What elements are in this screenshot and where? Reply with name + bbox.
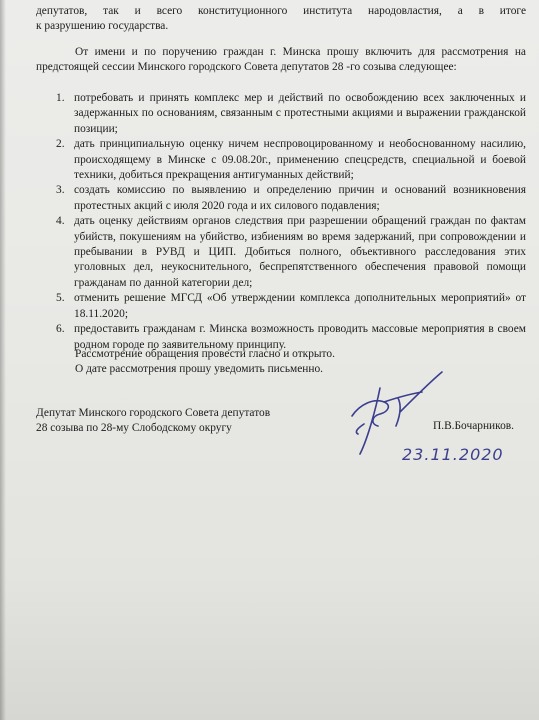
request-items bbox=[36, 91, 526, 353]
request-paragraph bbox=[36, 45, 526, 76]
item-number: 5. bbox=[56, 292, 65, 305]
item-number: 4. bbox=[56, 215, 65, 228]
item-number: 1. bbox=[56, 92, 65, 104]
list-item bbox=[36, 183, 526, 214]
list-item bbox=[36, 137, 526, 183]
list-item bbox=[36, 291, 526, 322]
intro-line-2: к разрушению государства. bbox=[36, 20, 169, 33]
intro-line-1: депутатов, так и всего конституционного института народовластия, а в итоге bbox=[36, 5, 526, 17]
item-number: 3. bbox=[56, 184, 65, 197]
item-text: отменить решение МГСД «Об утверждении комплекса дополнительных мероприятий» от 18.11.2020; bbox=[74, 292, 526, 320]
item-text: предоставить гражданам г. Минска возможность проводить массовые мероприятия в своем родном городе по заявительному принципу. bbox=[74, 323, 526, 351]
item-text: потребовать и принять комплекс мер и действий по освобождению всех заключенных и задержанных по основаниям, связанным с протестными акциями и выражении гражданской позиции; bbox=[74, 92, 526, 135]
item-number: 6. bbox=[56, 323, 65, 336]
signatory-title-line-2: 28 созыва по 28-му Слободскому округу bbox=[36, 422, 232, 435]
closing-line-1: Рассмотрение обращения провести гласно и открыто. bbox=[75, 348, 335, 360]
page-edge-shadow bbox=[0, 0, 6, 720]
item-text: дать оценку действиям органов следствия при разрешении обращений граждан по фактам убийств, покушениям на убийство, избиениям во время задержаний, при сопровождении и пребывании в РУВД и ЦИП. Добиться полного, объективного расследования этих уголовных дел, неукоснительного, беспрепятственного обеспечения правовой помощи гражданам по данной категории дел; bbox=[74, 215, 526, 289]
signatory-name: П.В.Бочарников. bbox=[433, 420, 515, 432]
signatory-title bbox=[36, 406, 270, 437]
intro-text bbox=[36, 4, 526, 35]
list-item bbox=[36, 91, 526, 137]
handwritten-date: 23.11.2020 bbox=[402, 445, 504, 464]
signatory-title-line-1: Депутат Минского городского Совета депутатов bbox=[36, 407, 271, 419]
items-list bbox=[36, 91, 526, 353]
closing-line-2: О дате рассмотрения прошу уведомить письменно. bbox=[75, 363, 324, 376]
item-text: дать принципиальную оценку ничем неспровоцированному и необоснованному насилию, происходящему в Минске с 09.08.20г., применению спецсредств, специальной и боевой техники, добиться прекращения антигуманных действий; bbox=[74, 138, 526, 182]
item-text: создать комиссию по выявлению и определению причин и оснований возникновения протестных акций с июля 2020 года и их силового подавления; bbox=[74, 184, 526, 212]
list-item bbox=[36, 214, 526, 291]
item-number: 2. bbox=[56, 138, 65, 151]
request-text: От имени и по поручению граждан г. Минска прошу включить для рассмотрения на предстоящей сессии Минского городского Совета депутатов 28 -го созыва следующее: bbox=[36, 46, 526, 74]
